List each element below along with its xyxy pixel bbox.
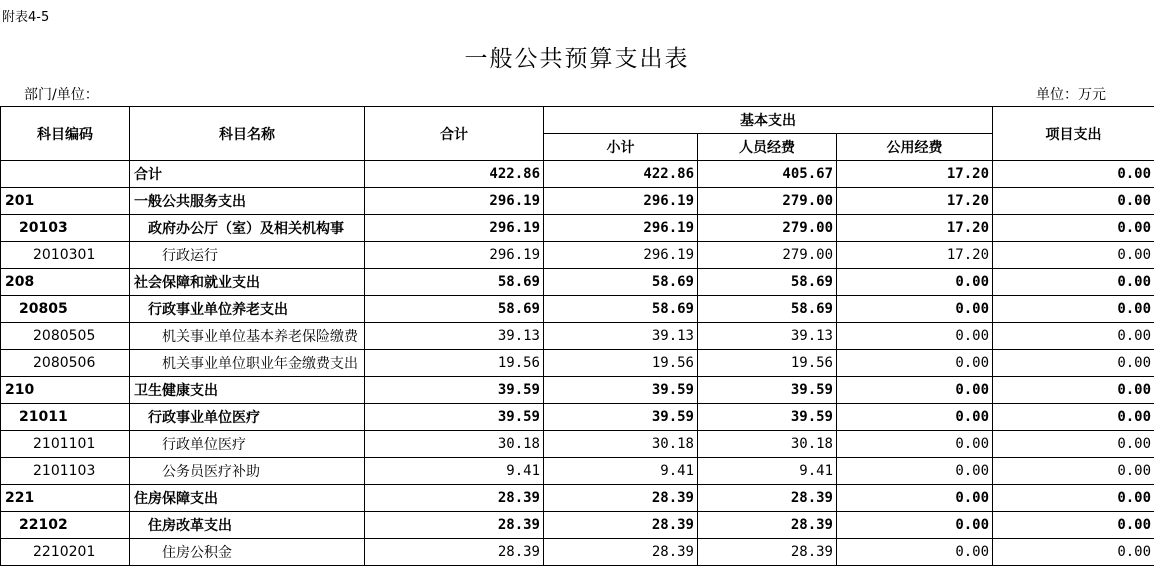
table-row <box>1 458 1154 485</box>
attachment-number: 附表4-5 <box>2 10 50 25</box>
name-cell: 机关事业单位基本养老保险缴费 <box>130 323 365 350</box>
table-row <box>1 215 1154 242</box>
public-cell: 0.00 <box>837 269 993 296</box>
total-cell: 39.59 <box>365 377 544 404</box>
project-cell: 0.00 <box>993 242 1154 269</box>
code-cell: 20805 <box>1 296 130 323</box>
expenditure-table <box>0 106 1154 566</box>
personnel-cell: 39.59 <box>698 377 837 404</box>
public-cell: 0.00 <box>837 296 993 323</box>
table-row <box>1 350 1154 377</box>
code-cell: 210 <box>1 377 130 404</box>
personnel-cell: 58.69 <box>698 269 837 296</box>
name-cell: 政府办公厅（室）及相关机构事 <box>130 215 365 242</box>
total-cell: 58.69 <box>365 296 544 323</box>
public-cell: 0.00 <box>837 323 993 350</box>
personnel-cell: 279.00 <box>698 188 837 215</box>
public-cell: 0.00 <box>837 377 993 404</box>
project-cell: 0.00 <box>993 188 1154 215</box>
public-cell: 17.20 <box>837 188 993 215</box>
code-cell: 2010301 <box>1 242 130 269</box>
name-cell: 住房保障支出 <box>130 485 365 512</box>
table-row <box>1 539 1154 566</box>
col-header-code: 科目编码 <box>1 107 130 161</box>
code-cell: 2101103 <box>1 458 130 485</box>
code-cell <box>1 161 130 188</box>
subtotal-cell: 296.19 <box>544 215 698 242</box>
public-cell: 0.00 <box>837 512 993 539</box>
subtotal-cell: 39.59 <box>544 404 698 431</box>
personnel-cell: 405.67 <box>698 161 837 188</box>
name-cell: 卫生健康支出 <box>130 377 365 404</box>
table-row <box>1 404 1154 431</box>
project-cell: 0.00 <box>993 161 1154 188</box>
name-cell: 一般公共服务支出 <box>130 188 365 215</box>
project-cell: 0.00 <box>993 296 1154 323</box>
subtotal-cell: 30.18 <box>544 431 698 458</box>
total-cell: 30.18 <box>365 431 544 458</box>
public-cell: 0.00 <box>837 350 993 377</box>
name-cell: 行政运行 <box>130 242 365 269</box>
public-cell: 0.00 <box>837 404 993 431</box>
code-cell: 201 <box>1 188 130 215</box>
col-header-public: 公用经费 <box>837 134 993 161</box>
table-row <box>1 296 1154 323</box>
subtotal-cell: 296.19 <box>544 188 698 215</box>
name-cell: 机关事业单位职业年金缴费支出 <box>130 350 365 377</box>
total-cell: 28.39 <box>365 539 544 566</box>
total-cell: 9.41 <box>365 458 544 485</box>
table-row <box>1 161 1154 188</box>
col-header-name: 科目名称 <box>130 107 365 161</box>
table-row <box>1 242 1154 269</box>
code-cell: 21011 <box>1 404 130 431</box>
subtotal-cell: 9.41 <box>544 458 698 485</box>
project-cell: 0.00 <box>993 404 1154 431</box>
subtotal-cell: 28.39 <box>544 539 698 566</box>
project-cell: 0.00 <box>993 350 1154 377</box>
name-cell: 行政单位医疗 <box>130 431 365 458</box>
code-cell: 22102 <box>1 512 130 539</box>
total-cell: 28.39 <box>365 485 544 512</box>
col-header-subtotal: 小计 <box>544 134 698 161</box>
code-cell: 208 <box>1 269 130 296</box>
subtotal-cell: 19.56 <box>544 350 698 377</box>
name-cell: 社会保障和就业支出 <box>130 269 365 296</box>
name-cell: 住房改革支出 <box>130 512 365 539</box>
subtotal-cell: 58.69 <box>544 269 698 296</box>
total-cell: 422.86 <box>365 161 544 188</box>
public-cell: 0.00 <box>837 431 993 458</box>
project-cell: 0.00 <box>993 539 1154 566</box>
project-cell: 0.00 <box>993 485 1154 512</box>
subtotal-cell: 39.13 <box>544 323 698 350</box>
code-cell: 2080506 <box>1 350 130 377</box>
table-row <box>1 431 1154 458</box>
name-cell: 住房公积金 <box>130 539 365 566</box>
personnel-cell: 28.39 <box>698 485 837 512</box>
total-cell: 39.13 <box>365 323 544 350</box>
project-cell: 0.00 <box>993 431 1154 458</box>
subtotal-cell: 28.39 <box>544 485 698 512</box>
personnel-cell: 58.69 <box>698 296 837 323</box>
col-header-basic-group: 基本支出 <box>544 107 993 134</box>
col-header-project: 项目支出 <box>993 107 1154 161</box>
name-cell: 行政事业单位养老支出 <box>130 296 365 323</box>
public-cell: 0.00 <box>837 539 993 566</box>
code-cell: 2101101 <box>1 431 130 458</box>
public-cell: 17.20 <box>837 215 993 242</box>
total-cell: 296.19 <box>365 188 544 215</box>
code-cell: 20103 <box>1 215 130 242</box>
col-header-personnel: 人员经费 <box>698 134 837 161</box>
total-cell: 58.69 <box>365 269 544 296</box>
subtotal-cell: 39.59 <box>544 377 698 404</box>
table-row <box>1 269 1154 296</box>
personnel-cell: 28.39 <box>698 512 837 539</box>
name-cell: 合计 <box>130 161 365 188</box>
project-cell: 0.00 <box>993 458 1154 485</box>
personnel-cell: 279.00 <box>698 215 837 242</box>
project-cell: 0.00 <box>993 269 1154 296</box>
personnel-cell: 9.41 <box>698 458 837 485</box>
personnel-cell: 30.18 <box>698 431 837 458</box>
table-row <box>1 323 1154 350</box>
page-title: 一般公共预算支出表 <box>464 46 690 72</box>
table-row <box>1 188 1154 215</box>
public-cell: 17.20 <box>837 161 993 188</box>
department-label: 部门/单位： <box>24 87 99 103</box>
code-cell: 2210201 <box>1 539 130 566</box>
public-cell: 0.00 <box>837 485 993 512</box>
subtotal-cell: 296.19 <box>544 242 698 269</box>
subtotal-cell: 422.86 <box>544 161 698 188</box>
public-cell: 0.00 <box>837 458 993 485</box>
personnel-cell: 28.39 <box>698 539 837 566</box>
code-cell: 2080505 <box>1 323 130 350</box>
project-cell: 0.00 <box>993 215 1154 242</box>
unit-label: 单位：万元 <box>1036 87 1106 103</box>
personnel-cell: 19.56 <box>698 350 837 377</box>
project-cell: 0.00 <box>993 377 1154 404</box>
total-cell: 19.56 <box>365 350 544 377</box>
total-cell: 296.19 <box>365 215 544 242</box>
col-header-total: 合计 <box>365 107 544 161</box>
personnel-cell: 279.00 <box>698 242 837 269</box>
subtotal-cell: 58.69 <box>544 296 698 323</box>
personnel-cell: 39.59 <box>698 404 837 431</box>
name-cell: 行政事业单位医疗 <box>130 404 365 431</box>
code-cell: 221 <box>1 485 130 512</box>
total-cell: 296.19 <box>365 242 544 269</box>
table-row <box>1 512 1154 539</box>
project-cell: 0.00 <box>993 323 1154 350</box>
personnel-cell: 39.13 <box>698 323 837 350</box>
project-cell: 0.00 <box>993 512 1154 539</box>
subtotal-cell: 28.39 <box>544 512 698 539</box>
table-row <box>1 377 1154 404</box>
public-cell: 17.20 <box>837 242 993 269</box>
table-row <box>1 485 1154 512</box>
name-cell: 公务员医疗补助 <box>130 458 365 485</box>
total-cell: 28.39 <box>365 512 544 539</box>
total-cell: 39.59 <box>365 404 544 431</box>
